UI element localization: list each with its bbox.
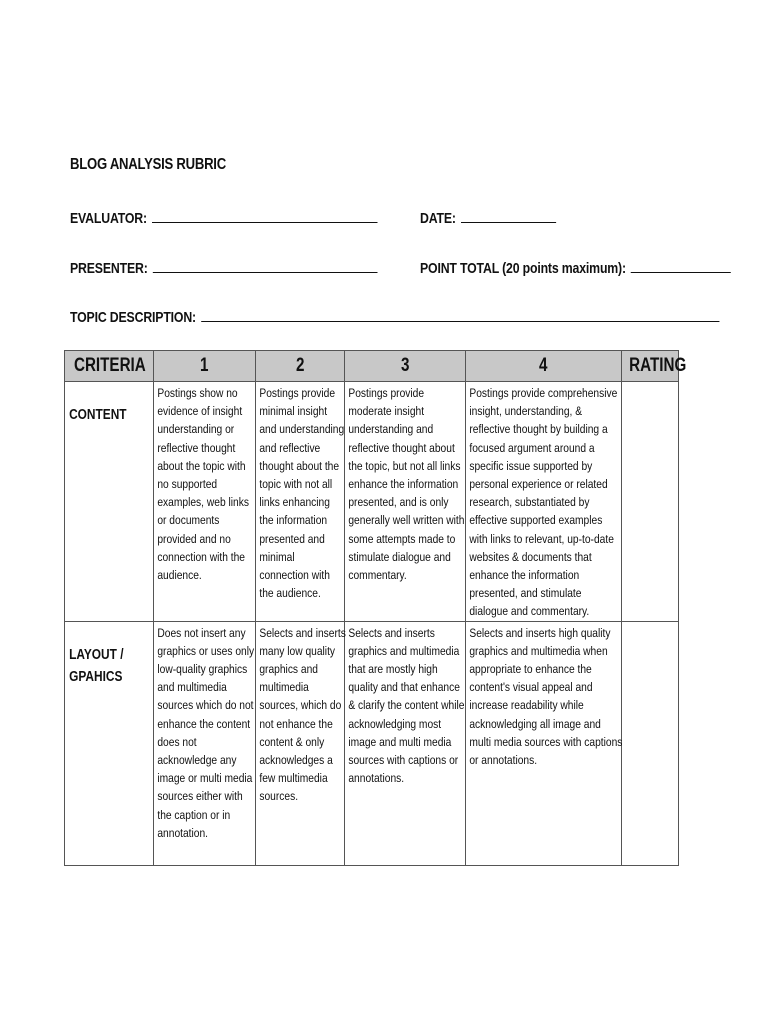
header-score-3: 3 [345, 351, 466, 382]
topic-description-label: TOPIC DESCRIPTION: [70, 309, 196, 326]
header-score-4: 4 [466, 351, 622, 382]
content-rating-cell[interactable] [622, 382, 679, 622]
evaluator-blank-line[interactable] [152, 208, 378, 223]
point-total-label: POINT TOTAL (20 points maximum): [420, 260, 626, 277]
header-rating: RATING [622, 351, 679, 382]
evaluator-field [70, 208, 377, 227]
header-score-2: 2 [256, 351, 345, 382]
header-criteria: CRITERIA [65, 351, 154, 382]
presenter-blank-line[interactable] [153, 258, 378, 273]
point-total-field [420, 258, 731, 277]
layout-score-1: Does not insert any graphics or uses only low-quality graphics and multimedia sources which do not enhance the content does not acknowledge any image or multi media sources either with the caption or in annotation. [154, 621, 256, 865]
content-score-4: Postings provide comprehensive insight, understanding, & reflective thought by building a focused argument around a specific issue supported by personal experience or related research, substantiated by effective supported examples with links to relevant, up-to-date websites & documents that enhance the information presented, and stimulate dialogue and commentary. [466, 382, 622, 622]
layout-score-3: Selects and inserts graphics and multimedia that are mostly high quality and that enhance & clarify the content while acknowledging most image and multi media sources with captions or annotations. [345, 621, 466, 865]
date-label: DATE: [420, 210, 456, 227]
criteria-content: CONTENT [65, 382, 154, 622]
content-score-3: Postings provide moderate insight understanding and reflective thought about the topic, but not all links enhance the information presented, and is only generally well written with some attempts made to stimulate dialogue and commentary. [345, 382, 466, 622]
header-score-1: 1 [154, 351, 256, 382]
presenter-label: PRESENTER: [70, 260, 148, 277]
presenter-field [70, 258, 377, 277]
date-blank-line[interactable] [461, 208, 556, 223]
document-title: BLOG ANALYSIS RUBRIC [70, 156, 226, 173]
table-row [65, 382, 679, 622]
layout-score-2: Selects and inserts many low quality graphics and multimedia sources, which do not enhance the content & only acknowledges a few multimedia sources. [256, 621, 345, 865]
layout-rating-cell[interactable] [622, 621, 679, 865]
content-score-1: Postings show no evidence of insight understanding or reflective thought about the topic with no supported examples, web links or documents provided and no connection with the audience. [154, 382, 256, 622]
table-row [65, 621, 679, 865]
layout-score-4: Selects and inserts high quality graphics and multimedia when appropriate to enhance the content's visual appeal and increase readability while acknowledging all image and multi media sources with captions or annotations. [466, 621, 622, 865]
topic-description-blank-line[interactable] [201, 307, 719, 322]
content-score-2: Postings provide minimal insight and understanding and reflective thought about the topic with not all links enhancing the information presented and minimal connection with the audience. [256, 382, 345, 622]
point-total-blank-line[interactable] [631, 258, 731, 273]
date-field [420, 208, 556, 227]
evaluator-label: EVALUATOR: [70, 210, 147, 227]
topic-description-field [70, 307, 719, 326]
criteria-layout-graphics: LAYOUT / GPAHICS [65, 621, 154, 865]
rubric-table [64, 350, 687, 866]
rubric-header-row [65, 351, 679, 382]
